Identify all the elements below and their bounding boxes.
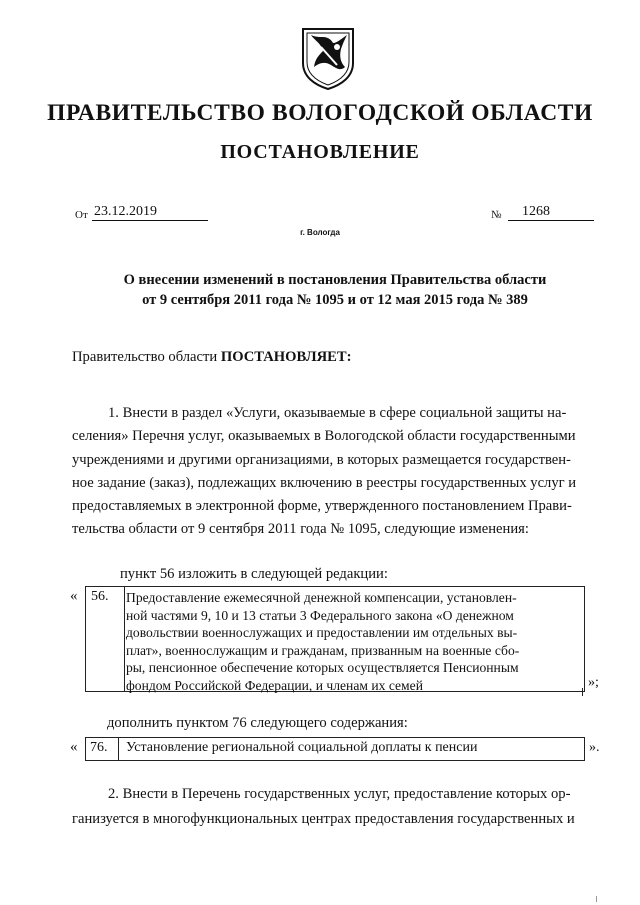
point-76-lead: дополнить пунктом 76 следующего содержания: bbox=[107, 715, 408, 731]
table-text-line: довольствии военнослужащих и предоставлении им отдельных вы- bbox=[126, 625, 518, 640]
table-cell-text: Установление региональной социальной доплаты к пенсии bbox=[126, 740, 478, 755]
paragraph-line: селения» Перечня услуг, оказываемых в Вологодской области государственными bbox=[72, 428, 576, 445]
paragraph-1 bbox=[72, 402, 598, 542]
table-text-line: Предоставление ежемесячной денежной компенсации, установлен- bbox=[126, 590, 517, 605]
table-text-line: фондом Российской Федерации, и членам их семей bbox=[126, 677, 423, 693]
coat-of-arms-icon bbox=[297, 25, 359, 91]
resolve-keyword: ПОСТАНОВЛЯЕТ: bbox=[220, 349, 352, 365]
resolve-statement bbox=[72, 347, 351, 367]
table-point-56 bbox=[85, 586, 585, 692]
table-tick-mark bbox=[582, 688, 583, 696]
table-text-line: ры, пенсионное обеспечение которых осуществляется Пенсионным bbox=[126, 660, 519, 675]
resolve-prefix: Правительство области bbox=[72, 349, 221, 365]
paragraph-2 bbox=[72, 782, 598, 832]
paragraph-line: ное задание (заказ), подлежащих включению в реестры государственных услуг и bbox=[72, 474, 577, 491]
page-mark bbox=[596, 896, 597, 902]
table-cell-text bbox=[126, 589, 581, 694]
paragraph-line: предоставляемых в электронной форме, утвержденного постановлением Прави- bbox=[72, 498, 572, 515]
paragraph-line: тельства области от 9 сентября 2011 года № 1095, следующие изменения: bbox=[72, 521, 529, 538]
paragraph-line: 1. Внести в раздел «Услуги, оказываемые в сфере социальной защиты на- bbox=[108, 405, 567, 421]
paragraph-line: учреждениями и другими организациями, в которых размещается государствен- bbox=[72, 451, 571, 468]
table-cell-number: 76. bbox=[86, 738, 119, 760]
quote-close: »; bbox=[588, 675, 599, 690]
quote-open: « bbox=[70, 739, 78, 755]
subject-line: О внесении изменений в постановления Правительства области bbox=[123, 272, 547, 288]
table-point-76 bbox=[85, 737, 585, 761]
document-type: ПОСТАНОВЛЕНИЕ bbox=[220, 141, 420, 163]
subject-line: от 9 сентября 2011 года № 1095 и от 12 мая 2015 года № 389 bbox=[142, 292, 528, 308]
number-label: № bbox=[491, 209, 502, 221]
paragraph-line: ганизуется в многофункциональных центрах предоставления государственных и bbox=[72, 811, 575, 827]
table-text-line: ной частями 9, 10 и 13 статьи 3 Федерального закона «О денежном bbox=[126, 607, 514, 623]
quote-open: « bbox=[70, 588, 78, 604]
document-subject bbox=[70, 270, 600, 310]
point-56-lead: пункт 56 изложить в следующей редакции: bbox=[120, 566, 388, 582]
paragraph-line: 2. Внести в Перечень государственных услуг, предоставление которых ор- bbox=[108, 786, 571, 802]
table-cell-number: 56. bbox=[86, 587, 125, 691]
date-label: От bbox=[75, 209, 88, 221]
table-text-line: плат», военнослужащим и гражданам, призванным на военные сбо- bbox=[126, 642, 520, 658]
document-number: 1268 bbox=[508, 204, 594, 221]
quote-close: ». bbox=[589, 740, 600, 755]
city-name: г. Вологда bbox=[300, 228, 340, 237]
government-title: ПРАВИТЕЛЬСТВО ВОЛОГОДСКОЙ ОБЛАСТИ bbox=[47, 100, 593, 126]
document-date: 23.12.2019 bbox=[92, 204, 208, 221]
